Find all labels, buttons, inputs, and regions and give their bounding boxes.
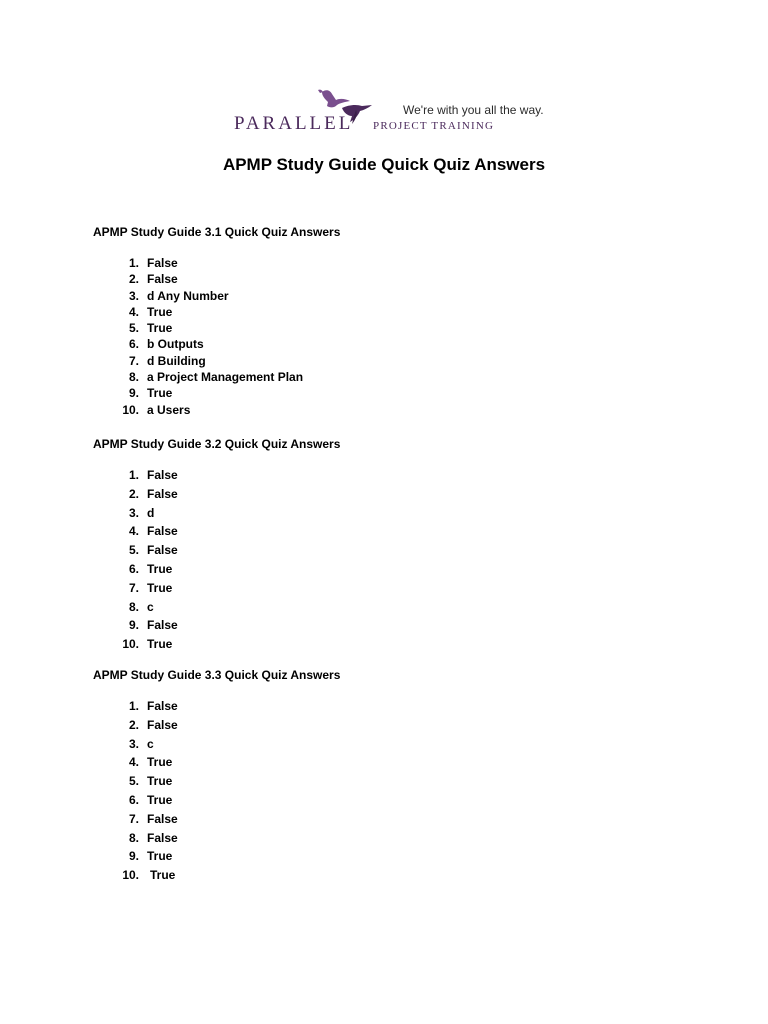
document-title: APMP Study Guide Quick Quiz Answers (222, 155, 546, 174)
answer-text: True (147, 561, 173, 576)
answer-text: True (150, 868, 176, 883)
answer-number: 9. (128, 849, 139, 864)
answer-number: 3. (128, 288, 139, 303)
answer-number: 10. (122, 637, 139, 652)
answer-text: False (147, 543, 178, 558)
list-item (108, 402, 303, 418)
answer-number: 6. (128, 561, 139, 576)
list-item (108, 320, 303, 336)
answer-number: 4. (128, 304, 139, 319)
answer-text: True (147, 580, 173, 595)
answer-number: 8. (128, 830, 139, 845)
answer-number: 2. (128, 717, 139, 732)
answer-number: 5. (128, 543, 139, 558)
answer-text: False (147, 524, 178, 539)
list-item (108, 635, 178, 654)
answer-number: 8. (128, 370, 139, 385)
answer-number: 9. (128, 386, 139, 401)
answer-text: d (147, 505, 155, 520)
answer-list-3-2 (108, 466, 178, 654)
answer-number: 2. (128, 272, 139, 287)
list-item (108, 369, 303, 385)
answer-text: False (147, 486, 178, 501)
answer-text: c (147, 736, 154, 751)
answer-number: 5. (128, 774, 139, 789)
answer-number: 3. (128, 505, 139, 520)
list-item (108, 466, 178, 485)
answer-number: 7. (128, 580, 139, 595)
answer-text: d Building (147, 353, 206, 368)
company-logo (232, 86, 552, 138)
section-heading-3-3: APMP Study Guide 3.3 Quick Quiz Answers (93, 668, 341, 682)
list-item (108, 504, 178, 523)
answer-number: 5. (128, 321, 139, 336)
logo-tagline: We're with you all the way. (403, 103, 544, 117)
answer-number: 7. (128, 811, 139, 826)
answer-text: True (147, 321, 173, 336)
list-item (108, 772, 178, 791)
answer-text: False (147, 272, 178, 287)
answer-text: True (147, 792, 173, 807)
answer-text: True (147, 304, 173, 319)
list-item (108, 716, 178, 735)
list-item (108, 753, 178, 772)
list-item (108, 735, 178, 754)
answer-text: True (147, 755, 173, 770)
list-item (108, 697, 178, 716)
list-item (108, 255, 303, 271)
answer-text: True (147, 386, 173, 401)
logo-subtitle: PROJECT TRAINING (373, 120, 495, 132)
list-item (108, 598, 178, 617)
answer-text: False (147, 830, 178, 845)
logo-brand-text: PARALLEL (234, 113, 354, 134)
answer-number: 1. (128, 256, 139, 270)
section-heading-3-1: APMP Study Guide 3.1 Quick Quiz Answers (93, 225, 341, 239)
list-item (108, 847, 178, 866)
list-item (108, 616, 178, 635)
list-item (108, 336, 303, 352)
answer-text: d Any Number (147, 288, 229, 303)
answer-number: 4. (128, 524, 139, 539)
list-item (108, 385, 303, 401)
answer-text: False (147, 811, 178, 826)
answer-text: b Outputs (147, 337, 204, 352)
answer-text: False (147, 468, 178, 482)
answer-number: 9. (128, 618, 139, 633)
list-item (108, 810, 178, 829)
answer-number: 6. (128, 337, 139, 352)
list-item (108, 791, 178, 810)
answer-number: 10. (122, 868, 139, 883)
answer-text: a Users (147, 402, 191, 417)
answer-list-3-1 (108, 255, 303, 418)
list-item (108, 560, 178, 579)
list-item (108, 271, 303, 287)
answer-text: True (147, 849, 173, 864)
answer-number: 1. (128, 468, 139, 482)
list-item (108, 541, 178, 560)
section-heading-3-2: APMP Study Guide 3.2 Quick Quiz Answers (93, 437, 341, 451)
answer-text: False (147, 618, 178, 633)
list-item (108, 522, 178, 541)
list-item (108, 579, 178, 598)
answer-number: 2. (128, 486, 139, 501)
answer-text: False (147, 717, 178, 732)
list-item (108, 304, 303, 320)
list-item (108, 485, 178, 504)
answer-text: a Project Management Plan (147, 370, 304, 385)
answer-number: 10. (122, 402, 139, 417)
answer-number: 8. (128, 599, 139, 614)
answer-text: False (147, 256, 178, 270)
answer-list-3-3 (108, 697, 178, 885)
answer-text: False (147, 699, 178, 713)
answer-text: True (147, 637, 173, 652)
list-item (108, 829, 178, 848)
answer-number: 4. (128, 755, 139, 770)
list-item (108, 353, 303, 369)
answer-number: 3. (128, 736, 139, 751)
answer-text: True (147, 774, 173, 789)
answer-text: c (147, 599, 154, 614)
list-item (108, 288, 303, 304)
answer-number: 1. (128, 699, 139, 713)
answer-number: 6. (128, 792, 139, 807)
list-item (108, 866, 178, 885)
answer-number: 7. (128, 353, 139, 368)
